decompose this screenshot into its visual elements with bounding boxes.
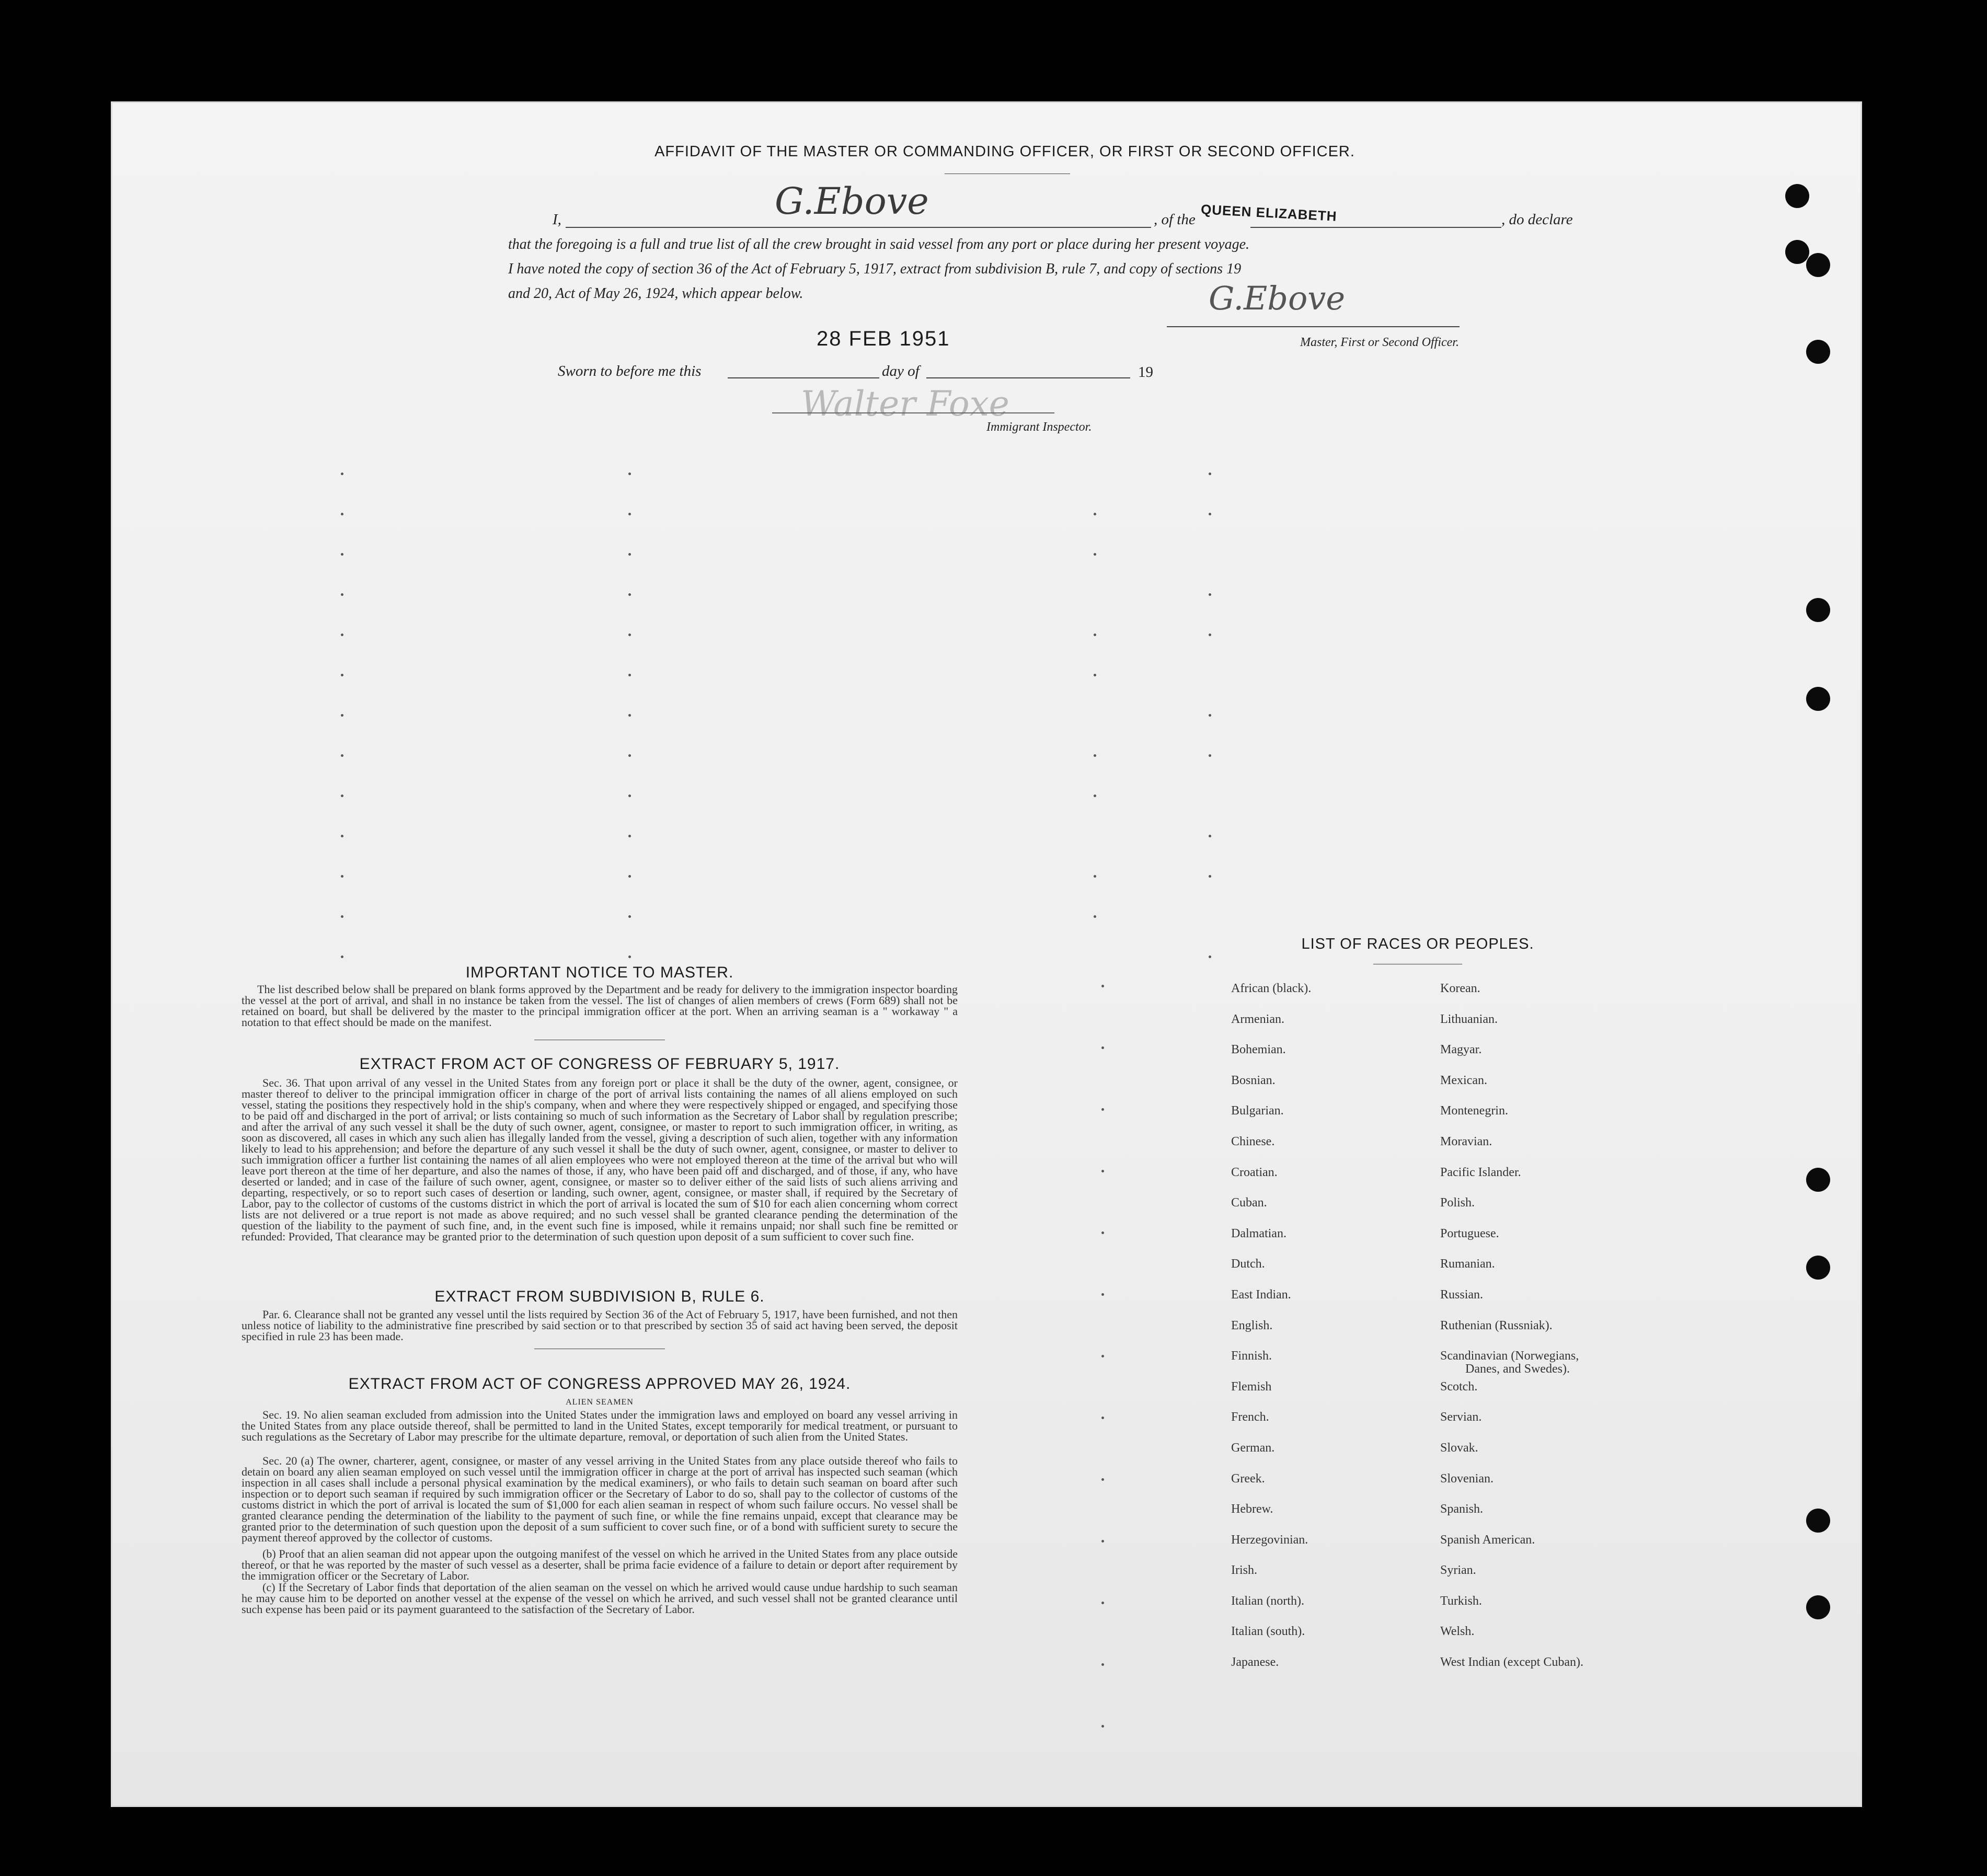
affidavit-line-1: that the foregoing is a full and true list of all the crew brought in said vessel from any port or place during her present voyage. [508, 236, 1250, 252]
race-item: Pacific Islander. [1440, 1165, 1521, 1179]
race-item: Bosnian. [1231, 1073, 1276, 1087]
race-item: Polish. [1440, 1196, 1475, 1210]
i-label: I, [553, 211, 561, 228]
guide-dot [1101, 1046, 1104, 1049]
do-declare-label: , do declare [1501, 211, 1573, 228]
alien-seamen-subheading: ALIEN SEAMEN [566, 1398, 634, 1407]
binder-hole [1806, 253, 1830, 277]
race-item: Herzegovinian. [1231, 1533, 1308, 1547]
guide-dot [1094, 634, 1096, 636]
guide-dot [341, 915, 343, 918]
race-item: Flemish [1231, 1379, 1272, 1394]
inspector-signature: Walter Foxe [801, 384, 1009, 424]
vessel-line [1250, 227, 1501, 228]
guide-dot [341, 593, 343, 596]
guide-dot [628, 553, 631, 556]
race-item: Moravian. [1440, 1134, 1492, 1148]
master-caption: Master, First or Second Officer. [1300, 336, 1459, 349]
guide-dot [1101, 1540, 1104, 1543]
race-item: Japanese. [1231, 1655, 1279, 1670]
guide-dot [628, 513, 631, 515]
races-column-2 [1440, 982, 1583, 1686]
guide-dot [341, 714, 343, 717]
race-item: Turkish. [1440, 1594, 1482, 1608]
vessel-stamp: QUEEN ELIZABETH [1200, 201, 1338, 224]
race-item: Scotch. [1440, 1379, 1478, 1394]
guide-dot [1101, 1108, 1104, 1111]
guide-dot [1101, 1663, 1104, 1666]
race-item-scandinavian-cont: Danes, and Swedes). [1465, 1362, 1570, 1376]
affidavit-line-3: and 20, Act of May 26, 1924, which appear below. [508, 285, 803, 302]
race-item: Russian. [1440, 1287, 1484, 1302]
notice-heading: IMPORTANT NOTICE TO MASTER. [465, 964, 734, 981]
sworn-month-line [926, 377, 1130, 378]
guide-dot [628, 915, 631, 918]
guide-dot [628, 473, 631, 475]
guide-dot [1101, 1725, 1104, 1728]
guide-dot [1094, 553, 1096, 556]
guide-dot [1209, 473, 1211, 475]
binder-hole [1806, 1509, 1830, 1533]
race-item: Lithuanian. [1440, 1012, 1498, 1026]
guide-dot [1209, 754, 1211, 757]
sworn-day-line [728, 377, 879, 378]
binder-hole [1806, 687, 1830, 711]
guide-dot [341, 513, 343, 515]
signer-name-line [566, 227, 1151, 228]
race-item: Slovak. [1440, 1441, 1478, 1455]
guide-dot [341, 795, 343, 797]
binder-hole [1806, 1168, 1830, 1192]
race-item: West Indian (except Cuban). [1440, 1655, 1583, 1670]
guide-dot [628, 634, 631, 636]
race-item: Servian. [1440, 1410, 1482, 1424]
race-item: French. [1231, 1410, 1269, 1424]
race-item: Magyar. [1440, 1043, 1482, 1057]
race-item: Spanish American. [1440, 1533, 1535, 1547]
guide-dot [628, 674, 631, 676]
race-item: Welsh. [1440, 1625, 1475, 1639]
day-of-label: day of [882, 363, 920, 379]
races-column-1 [1231, 982, 1311, 1686]
race-item: African (black). [1231, 982, 1312, 995]
race-item: Cuban. [1231, 1196, 1267, 1210]
affidavit-line-2: I have noted the copy of section 36 of the Act of February 5, 1917, extract from subdivision B, rule 7, and copy of sections 19 [508, 261, 1242, 277]
race-item: Bohemian. [1231, 1043, 1286, 1057]
guide-dot [1094, 513, 1096, 515]
guide-dot [1209, 593, 1211, 596]
guide-dot [341, 634, 343, 636]
document-page [111, 101, 1862, 1807]
inspector-signature-line [772, 412, 1054, 413]
guide-dot [1101, 1478, 1104, 1481]
guide-dot [628, 795, 631, 797]
race-item: English. [1231, 1318, 1273, 1332]
race-item: Dalmatian. [1231, 1226, 1287, 1240]
guide-dot [1209, 956, 1211, 958]
guide-dot [1094, 875, 1096, 878]
guide-dot [1209, 634, 1211, 636]
guide-dot [1209, 875, 1211, 878]
sworn-label: Sworn to before me this [558, 363, 702, 379]
guide-dot [628, 714, 631, 717]
extract-1924-sec20b: (b) Proof that an alien seaman did not appear upon the outgoing manifest of the vessel on which he arrived in the United States from any place outside thereof, or that he was reported by the master of such vessel as a deserter, shall be prima facie evidence of a failure to detain or deport after requirement by the immigration officer or the Secretary of Labor. [242, 1547, 958, 1582]
rule6-body: Par. 6. Clearance shall not be granted any vessel until the lists required by Section 36 of the Act of February 5, 1917, have been furnished, and not then unless notice of liability to the administrative fine prescribed by said section or to that prescribed by section 35 of said act having been served, the deposit specified in rule 23 has been made. [242, 1308, 958, 1343]
race-item: Montenegrin. [1440, 1104, 1508, 1118]
race-item: Syrian. [1440, 1563, 1476, 1578]
race-item: Croatian. [1231, 1165, 1278, 1179]
guide-dot [341, 553, 343, 556]
guide-dot [628, 835, 631, 837]
binder-hole [1806, 598, 1830, 622]
rule6-heading: EXTRACT FROM SUBDIVISION B, RULE 6. [434, 1288, 765, 1305]
races-heading: LIST OF RACES OR PEOPLES. [1301, 936, 1534, 952]
master-signature-line [1167, 326, 1460, 327]
guide-dot [628, 754, 631, 757]
race-item: Ruthenian (Russniak). [1440, 1318, 1553, 1332]
guide-dot [1101, 1170, 1104, 1172]
race-item: Slovenian. [1440, 1471, 1494, 1486]
master-signature: G.Ebove [1209, 279, 1346, 317]
binder-hole [1785, 184, 1809, 208]
race-item: German. [1231, 1441, 1275, 1455]
guide-dot [1101, 1417, 1104, 1419]
race-item: Spanish. [1440, 1502, 1484, 1516]
race-item: Irish. [1231, 1563, 1257, 1578]
guide-dot [341, 875, 343, 878]
affidavit-heading: AFFIDAVIT OF THE MASTER OR COMMANDING OFFICER, OR FIRST OR SECOND OFFICER. [654, 143, 1355, 160]
guide-dot [1209, 513, 1211, 515]
inspector-caption: Immigrant Inspector. [986, 420, 1092, 434]
race-item: Armenian. [1231, 1012, 1284, 1026]
guide-dot [1101, 1602, 1104, 1604]
guide-dot [1101, 985, 1104, 987]
binder-hole [1806, 1256, 1830, 1280]
year-label: 19 [1138, 364, 1153, 381]
guide-dot [1094, 795, 1096, 797]
extract-1924-sec20c: (c) If the Secretary of Labor finds that deportation of the alien seaman on the vessel on which he arrived would cause undue hardship to such seaman he may cause him to be deported on another vessel at the expense of the vessel on which he arrived, and such vessel shall not be granted clearance until such expense has been paid or its payment guaranteed to the satisfaction of the Secretary of Labor. [242, 1581, 958, 1616]
race-item: East Indian. [1231, 1287, 1291, 1302]
race-item: Italian (south). [1231, 1625, 1305, 1639]
race-item: Chinese. [1231, 1134, 1275, 1148]
guide-dot [341, 754, 343, 757]
guide-dot [341, 674, 343, 676]
extract-1924-sec19: Sec. 19. No alien seaman excluded from admission into the United States under the immigration laws and employed on board any vessel arriving in the United States from any place outside thereof, shall be permitted to land in the United States, except temporarily for medical treatment, or pursuant to such regulations as the Secretary of Labor may prescribe for the ultimate departure, removal, or deportation of such alien from the United States. [242, 1408, 958, 1443]
guide-dot [1094, 915, 1096, 918]
race-item [1440, 1349, 1583, 1380]
binder-hole [1806, 1595, 1830, 1619]
race-item: Dutch. [1231, 1257, 1265, 1271]
extract-1917-heading: EXTRACT FROM ACT OF CONGRESS OF FEBRUARY 5, 1917. [359, 1055, 840, 1073]
of-the-label: , of the [1154, 211, 1196, 228]
binder-hole [1785, 240, 1809, 264]
race-item: Mexican. [1440, 1073, 1487, 1087]
guide-dot [1101, 1232, 1104, 1234]
guide-dot [628, 593, 631, 596]
date-stamp: 28 FEB 1951 [817, 327, 950, 350]
race-item: Finnish. [1231, 1349, 1272, 1363]
race-item: Italian (north). [1231, 1594, 1304, 1608]
guide-dot [1094, 754, 1096, 757]
race-item-scandinavian: Scandinavian (Norwegians, [1440, 1349, 1579, 1363]
race-item: Greek. [1231, 1471, 1265, 1486]
guide-dot [1209, 835, 1211, 837]
guide-dot [1101, 1355, 1104, 1357]
guide-dot [1094, 674, 1096, 676]
guide-dot [341, 473, 343, 475]
notice-body: The list described below shall be prepared on blank forms approved by the Department and be ready for delivery to the immigration inspector boarding the vessel at the port of arrival, and shall in no instance be taken from the vessel. The list of changes of alien members of crews (Form 689) shall not be retained on board, but shall be delivered by the master to the principal immigration officer at the port. When an arriving seaman is a " workaway " a notation to that effect should be made on the manifest. [242, 983, 958, 1029]
race-item: Hebrew. [1231, 1502, 1273, 1516]
guide-dot [341, 835, 343, 837]
guide-dot [1101, 1293, 1104, 1296]
signer-name-signature: G.Ebove [775, 180, 929, 223]
guide-dot [628, 875, 631, 878]
guide-dot [628, 956, 631, 958]
extract-1924-sec20a: Sec. 20 (a) The owner, charterer, agent, consignee, or master of any vessel arriving in the United States from any place outside thereof who fails to detain on board any alien seaman employed on such vessel until the immigration officer in charge at the port of arrival has inspected such seaman (which inspection in all cases shall include a personal physical examination by the medical examiners), or who fails to detain such seaman on board after such inspection or to deport such seaman if required by such immigration officer or the Secretary of Labor to do so, shall pay to the collector of customs of the customs district in which the port of arrival is located the sum of $1,000 for each alien seaman in respect of whom such failure occurs. No vessel shall be granted clearance pending the determination of the liability to the payment of such fine, or while the fine remains unpaid, except that clearance may be granted prior to the determination of such question upon the deposit of a sum sufficient to cover such fine, or of a bond with sufficient surety to secure the payment thereof approved by the collector of customs. [242, 1454, 958, 1544]
guide-dot [341, 956, 343, 958]
guide-dot [1209, 714, 1211, 717]
race-item: Bulgarian. [1231, 1104, 1284, 1118]
extract-1917-body: Sec. 36. That upon arrival of any vessel in the United States from any foreign port or place it shall be the duty of the owner, agent, consignee, or master thereof to deliver to the principal immigration officer in charge of the port of arrival lists containing the names of all aliens employed on such vessel, stating the positions they respectively hold in the ship's company, when and where they were respectively shipped or engaged, and specifying those to be paid off and discharged in the port of arrival; or lists containing so much of such information as the Secretary of Labor shall by regulation prescribe; and after the arrival of any such vessel it shall be the duty of such owner, agent, consignee, or master to report to such immigration officer, in writing, as soon as discovered, all cases in which any such alien has illegally landed from the vessel, giving a description of such alien, together with any information likely to lead to his apprehension; and before the departure of any such vessel it shall be the duty of such owner, agent, consignee, or master to deliver to such immigration officer a further list containing the names of all alien employees who were not employed thereon at the time of the arrival but who will leave port thereon at the time of her departure, and also the names of those, if any, who have been paid off and discharged, and of those, if any, who have deserted or landed; and in case of the failure of such owner, agent, consignee, or master so to deliver either of the said lists of such aliens arriving and departing, respectively, or so to report such cases of desertion or landing, such owner, agent, consignee, or master shall, if required by the Secretary of Labor, pay to the collector of customs of the customs district in which the port of arrival is located the sum of $10 for each alien concerning whom correct lists are not delivered or a true report is not made as above required; and no such vessel shall be granted clearance pending the determination of the question of the liability to the payment of such fine, and, in the event such fine is imposed, while it remains unpaid; nor shall such fine be remitted or refunded: Provided, That clearance may be granted prior to the determination of such question upon deposit of a sum sufficient to cover such fine. [242, 1076, 958, 1243]
race-item: Korean. [1440, 982, 1480, 995]
race-item: Portuguese. [1440, 1226, 1499, 1240]
race-item: Rumanian. [1440, 1257, 1495, 1271]
extract-1924-heading: EXTRACT FROM ACT OF CONGRESS APPROVED MAY 26, 1924. [348, 1375, 851, 1392]
binder-hole [1806, 340, 1830, 364]
